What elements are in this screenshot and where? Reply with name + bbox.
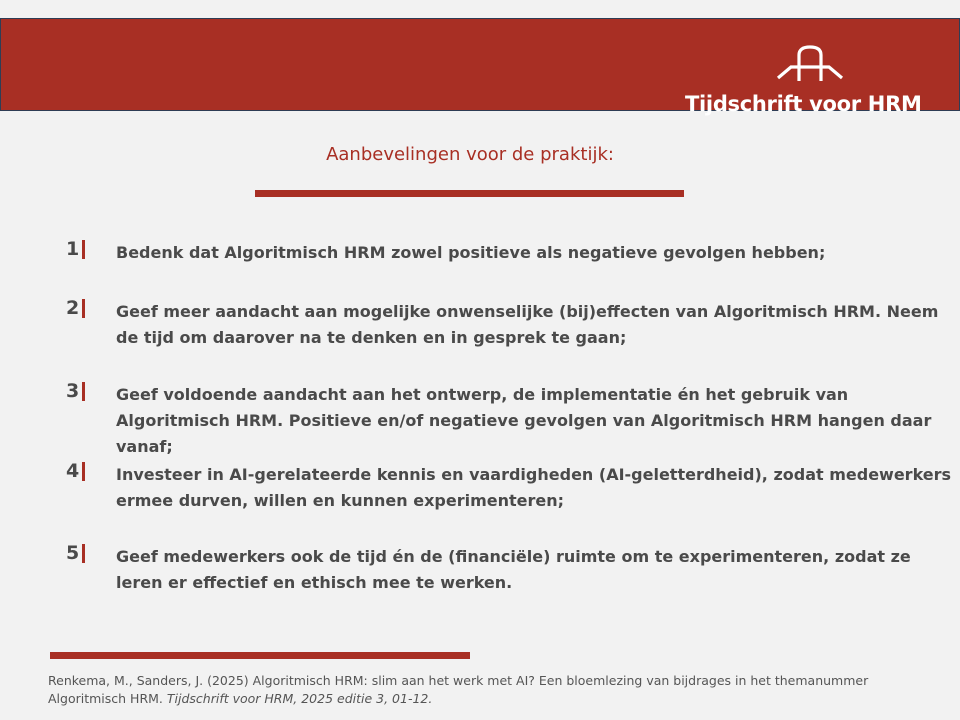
recommendation-text: Bedenk dat Algoritmisch HRM zowel positieve als negatieve gevolgen hebben; [116, 243, 826, 262]
bridge-arch-icon [775, 44, 845, 84]
recommendation-number: 2 [66, 297, 80, 319]
page-title: Aanbevelingen voor de praktijk: [326, 144, 614, 165]
citation [48, 672, 928, 708]
accent-bar [82, 299, 85, 318]
recommendation-text: Geef meer aandacht aan mogelijke onwenselijke (bij)effecten van Algoritmisch HRM. Neem de tijd om daarover na te denken en in gesprek te gaan; [116, 302, 939, 347]
accent-bar [82, 382, 85, 401]
recommendation-number: 5 [66, 542, 80, 564]
accent-bar [82, 462, 85, 481]
accent-bar [82, 240, 85, 259]
header-banner [0, 18, 960, 116]
brand-name: Tijdschrift voor HRM [685, 92, 922, 116]
accent-bar [82, 544, 85, 563]
citation-journal: Tijdschrift voor HRM, 2025 editie 3, 01-12. [166, 691, 433, 706]
recommendation-text: Investeer in AI-gerelateerde kennis en vaardigheden (AI-geletterdheid), zodat medewerkers ermee durven, willen en kunnen experimenteren; [116, 465, 952, 510]
recommendation-number: 1 [66, 238, 80, 260]
footer-divider [50, 652, 470, 659]
recommendation-text: Geef voldoende aandacht aan het ontwerp, de implementatie én het gebruik van Algoritmisch HRM. Positieve en/of negatieve gevolgen van Algoritmisch HRM hangen daar vanaf; [116, 385, 932, 456]
recommendation-text: Geef medewerkers ook de tijd én de (financiële) ruimte om te experimenteren, zodat ze leren er effectief en ethisch mee te werken. [116, 547, 911, 592]
title-divider [255, 190, 684, 197]
citation-authors: Renkema, M., Sanders, J. (2025) Algoritmisch HRM: slim aan het werk met AI? Een bloemlezing van bijdrages in het themanummer Algoritmisch HRM. [48, 673, 869, 706]
recommendation-number: 4 [66, 460, 80, 482]
recommendation-number: 3 [66, 380, 80, 402]
